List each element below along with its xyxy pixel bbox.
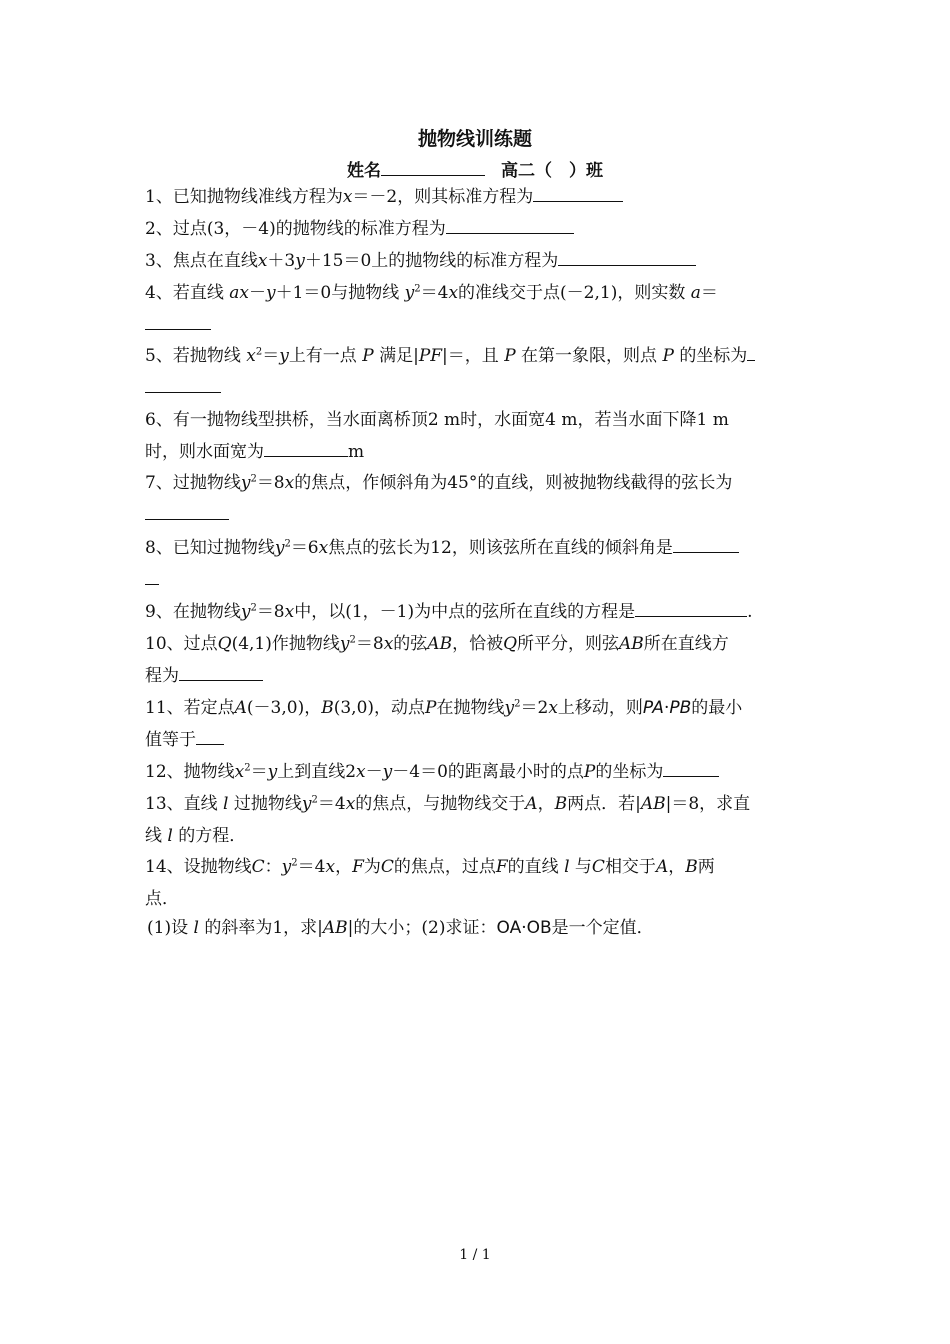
question-1: 1、已知抛物线准线方程为x＝－2，则其标准方程为 <box>145 181 807 213</box>
name-label: 姓名 <box>347 161 382 181</box>
answer-blank[interactable] <box>179 665 263 681</box>
student-info-line <box>0 156 950 181</box>
question-10: 10、过点Q(4,1)作抛物线$y^2=8x$的弦AB，恰被Q所平分，则弦AB所在直线方 程为 <box>145 634 729 686</box>
answer-blank[interactable] <box>558 250 696 266</box>
answer-blank[interactable] <box>635 601 747 617</box>
question-9: 9、在抛物线$y^2=8x$中，以(1，－1)为中点的弦所在直线的方程是 . <box>145 602 753 622</box>
question-12: 12、抛物线$x^2=y$上到直线2x－y－4＝0的距离最小时的点P的坐标为 <box>145 756 807 788</box>
page-number: 1 / 1 <box>459 1247 491 1263</box>
answer-blank[interactable] <box>264 441 348 457</box>
name-blank[interactable] <box>381 160 485 176</box>
answer-blank[interactable] <box>196 729 224 745</box>
question-4: 4、若直线 ax－y＋1＝0与抛物线 $y^2=4x$的准线交于点(－2,1)，则实数 a＝ <box>145 277 807 341</box>
page-title: 抛物线训练题 <box>417 128 532 150</box>
question-14-subparts: (1)设 l 的斜率为1，求|AB|的大小；(2)求证：OA·OB是一个定值． <box>147 918 654 938</box>
answer-blank[interactable] <box>673 537 739 553</box>
class-label: 高二（ ）班 <box>500 161 603 181</box>
question-7: 7、过抛物线$y^2=8x$的焦点，作倾斜角为45°的直线，则被抛物线截得的弦长为 <box>145 467 807 531</box>
question-3: 3、焦点在直线x＋3y＋15＝0上的抛物线的标准方程为 <box>145 245 807 277</box>
question-11: 11、若定点A(－3,0)，B(3,0)，动点P在抛物线$y^2=2x$上移动，则PA·PB的最小 值等于 <box>145 698 743 750</box>
question-13: 13、直线 l 过抛物线$y^2=4x$的焦点，与抛物线交于A，B两点．若|AB|＝8，求直 线 l 的方程． <box>145 794 751 846</box>
answer-blank[interactable] <box>145 314 211 330</box>
question-14: 14、设抛物线C：$y^2=4x$，F为C的焦点，过点F的直线 l 与C相交于A，B两 点． <box>145 857 715 909</box>
answer-blank[interactable] <box>663 761 719 777</box>
answer-blank[interactable] <box>145 377 221 393</box>
question-6: 6、有一抛物线型拱桥，当水面离桥顶2 m时，水面宽4 m，若当水面下降1 m 时，则水面宽为 m <box>145 410 729 462</box>
question-2: 2、过点(3，－4)的抛物线的标准方程为 <box>145 213 807 245</box>
question-8: 8、已知过抛物线$y^2=6x$焦点的弦长为12，则该弦所在直线的倾斜角是 <box>145 532 807 596</box>
answer-blank[interactable] <box>446 218 574 234</box>
question-5: 5、若抛物线 $x^2=y$上有一点 P 满足|PF|＝，且 P 在第一象限，则点 P 的坐标为 <box>145 340 807 404</box>
answer-blank[interactable] <box>145 504 229 520</box>
answer-blank[interactable] <box>533 186 623 202</box>
